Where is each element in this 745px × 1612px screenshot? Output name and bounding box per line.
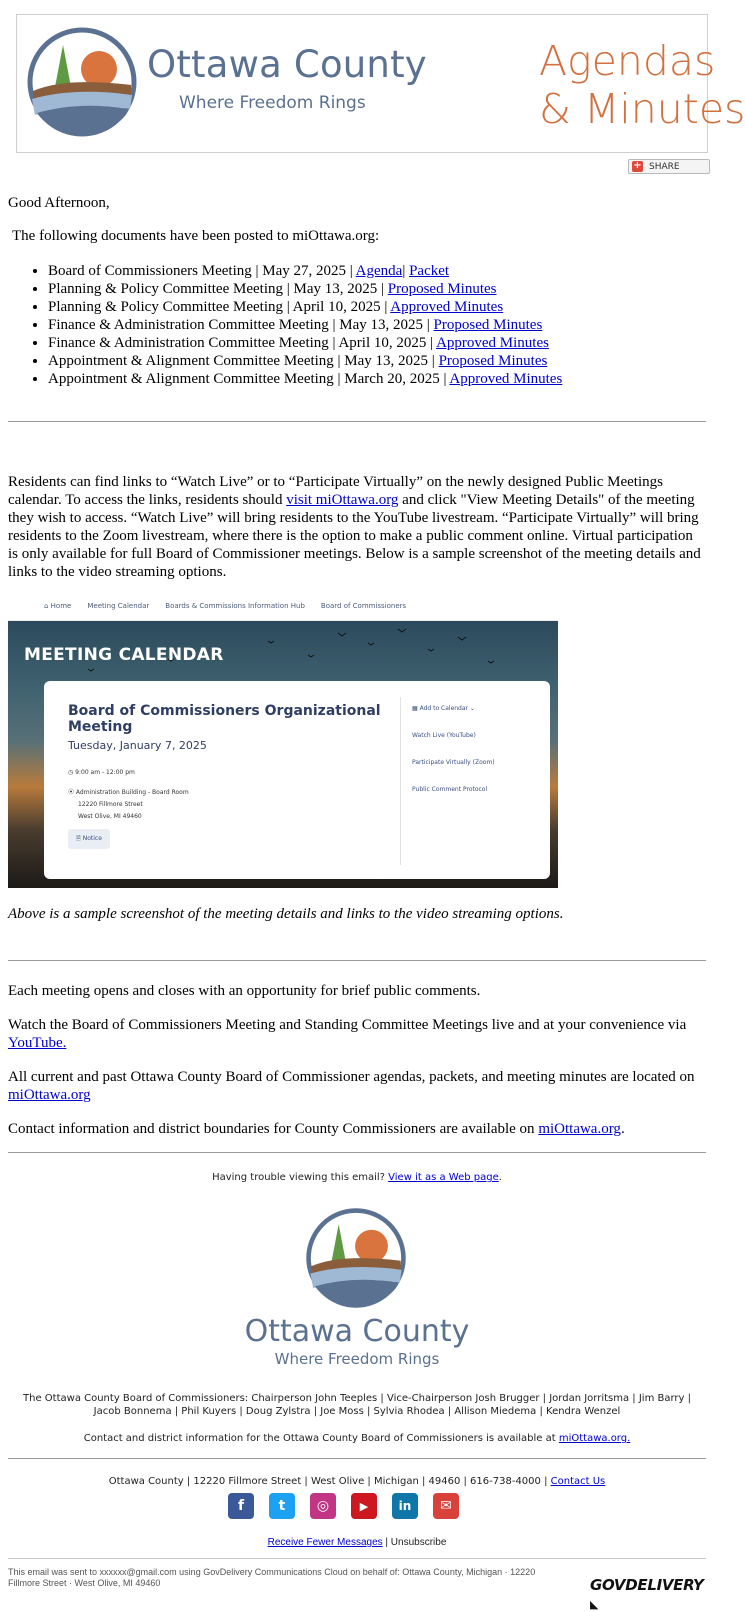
- youtube-icon[interactable]: ▶: [351, 1493, 377, 1519]
- instagram-icon[interactable]: ◎: [310, 1493, 336, 1519]
- watch-paragraph: [8, 1016, 706, 1052]
- web-page-link[interactable]: View it as a Web page: [388, 1172, 499, 1183]
- govdelivery-text: GOVDELIVERY: [590, 1576, 704, 1594]
- archive-text: All current and past Ottawa County Board of Commissioner agendas, packets, and meeting minutes are located on: [8, 1069, 695, 1085]
- unsubscribe-link[interactable]: Unsubscribe: [390, 1537, 447, 1548]
- sample-card-divider: [400, 697, 401, 865]
- intro-text: The following documents have been posted to miOttawa.org:: [12, 228, 380, 244]
- footer-brand-tagline: Where Freedom Rings: [274, 1350, 440, 1368]
- miottawa-contact-link[interactable]: miOttawa.org: [538, 1121, 621, 1137]
- minutes-link[interactable]: Approved Minutes: [390, 299, 504, 315]
- list-item: [48, 334, 562, 352]
- fine-print: This email was sent to xxxxxx@gmail.com using GovDelivery Communications Cloud on behalf of: Ottawa County, Michigan · 12220 Fillmore Street · West Olive, MI 49460: [8, 1567, 536, 1588]
- list-item: [48, 316, 562, 334]
- greeting: Good Afternoon,: [8, 195, 110, 211]
- linkedin-icon[interactable]: in: [392, 1493, 418, 1519]
- footer-logo-icon: [304, 1206, 408, 1310]
- county-logo-icon: [25, 25, 139, 139]
- footer-brand-name: Ottawa County: [244, 1314, 470, 1349]
- sample-notice-button: 🗎 Notice: [68, 829, 110, 849]
- item-separator: |: [402, 263, 410, 279]
- sample-screenshot: [8, 591, 558, 888]
- brand-tagline: Where Freedom Rings: [179, 93, 366, 113]
- divider: [8, 960, 706, 961]
- sample-card-links: [412, 705, 495, 813]
- sample-watch-live: Watch Live (YouTube): [412, 732, 476, 739]
- sample-nav-home: ⌂ Home: [44, 601, 72, 610]
- archive-paragraph: [8, 1068, 706, 1104]
- divider: [8, 1558, 706, 1559]
- email-icon[interactable]: ✉: [433, 1493, 459, 1519]
- receive-fewer-link[interactable]: Receive Fewer Messages: [267, 1537, 383, 1548]
- public-comments-text: Each meeting opens and closes with an opportunity for brief public comments.: [8, 983, 481, 999]
- image-caption: Above is a sample screenshot of the meeting details and links to the video streaming options.: [8, 906, 564, 922]
- contact-us-link[interactable]: Contact Us: [550, 1476, 606, 1487]
- divider: [8, 421, 706, 422]
- item-text: Appointment & Alignment Committee Meeting | March 20, 2025 |: [48, 371, 450, 387]
- sample-card-time: ◷ 9:00 am - 12:00 pm: [68, 769, 135, 776]
- list-item: [48, 352, 562, 370]
- watch-text: Watch the Board of Commissioners Meeting and Standing Committee Meetings live and at your convenience via: [8, 1017, 687, 1033]
- twitter-icon[interactable]: t: [269, 1493, 295, 1519]
- document-list: [8, 262, 562, 388]
- district-miottawa-link[interactable]: miOttawa.org.: [558, 1433, 631, 1444]
- divider: [8, 1458, 706, 1459]
- facebook-icon[interactable]: f: [228, 1493, 254, 1519]
- residents-paragraph: [8, 473, 706, 581]
- minutes-link[interactable]: Approved Minutes: [436, 335, 549, 351]
- agenda-link[interactable]: Agenda: [355, 263, 403, 279]
- minutes-link[interactable]: Proposed Minutes: [438, 353, 548, 369]
- contact-paragraph: [8, 1120, 706, 1138]
- list-item: [48, 262, 562, 280]
- subscription-links: [8, 1536, 706, 1549]
- list-item: [48, 280, 562, 298]
- header-banner: [16, 14, 745, 153]
- social-links: [228, 1493, 459, 1519]
- sample-nav: [8, 591, 558, 621]
- item-text: Planning & Policy Committee Meeting | May 13, 2025 |: [48, 281, 388, 297]
- youtube-link[interactable]: YouTube.: [8, 1035, 67, 1051]
- sample-card-date: Tuesday, January 7, 2025: [68, 739, 207, 752]
- brand-name: Ottawa County: [147, 43, 427, 86]
- address-text: Ottawa County | 12220 Fillmore Street | West Olive | Michigan | 49460 | 616-738-4000 |: [108, 1476, 551, 1487]
- sample-card-title: Board of Commissioners Organizational Meeting: [68, 703, 381, 735]
- address-line: [8, 1475, 706, 1488]
- govdelivery-logo: [590, 1576, 714, 1612]
- packet-link[interactable]: Packet: [409, 263, 450, 279]
- list-item: [48, 298, 562, 316]
- sample-nav-calendar: Meeting Calendar: [87, 601, 150, 610]
- divider: [8, 1152, 706, 1153]
- trouble-period: .: [498, 1172, 502, 1183]
- plus-icon: +: [633, 160, 642, 171]
- residents-text: Residents can find links to “Watch Live” or to “Participate Virtually” on the newly designed Public Meetings calendar. To access the links, residents should: [8, 474, 663, 508]
- minutes-link[interactable]: Approved Minutes: [449, 371, 563, 387]
- residents-text-end: and click "View Meeting Details" of the meeting they wish to access. “Watch Live” will bring residents to the YouTube livestream. “Participate Virtually” will bring residents to the Zoom livestream, where there is the option to make a public comment online. Virtual participation is only available for full Board of Commissioner meetings. Below is a sample screenshot of the meeting details and links to the video streaming options.: [8, 492, 701, 580]
- sample-participate: Participate Virtually (Zoom): [412, 759, 495, 766]
- banner-title-line2: & Minutes: [539, 85, 745, 133]
- contact-period: .: [620, 1121, 625, 1137]
- trouble-viewing: [8, 1171, 706, 1184]
- item-text: Appointment & Alignment Committee Meeting | May 13, 2025 |: [48, 353, 439, 369]
- megaphone-icon: ◣: [590, 1598, 599, 1611]
- item-text: Finance & Administration Committee Meeting | April 10, 2025 |: [48, 335, 437, 351]
- item-text: Planning & Policy Committee Meeting | April 10, 2025 |: [48, 299, 391, 315]
- item-text: Finance & Administration Committee Meeting | May 13, 2025 |: [48, 317, 434, 333]
- share-label: SHARE: [649, 161, 680, 172]
- sample-hero-title: MEETING CALENDAR: [24, 645, 224, 665]
- commissioners-list: The Ottawa County Board of Commissioners: Chairperson John Teeples | Vice-Chairperson Josh Brugger | Jordan Jorritsma | Jim Barry | Jacob Bonnema | Phil Kuyers | Doug Zylstra | Joe Moss | Sylvia Rhodea | Allison Miedema | Kendra Wenzel: [23, 1393, 691, 1417]
- sample-nav-hub: Boards & Commissions Information Hub: [165, 601, 305, 610]
- contact-text: Contact information and district boundaries for County Commissioners are available on: [8, 1121, 539, 1137]
- sample-card-location: ⦿ Administration Building - Board Room 12220 Fillmore Street West Olive, MI 49460: [68, 789, 189, 820]
- miottawa-link[interactable]: miOttawa.org: [8, 1087, 91, 1103]
- sample-add-to-calendar: ▦ Add to Calendar ⌄: [412, 705, 475, 712]
- banner-title-line1: Agendas: [539, 37, 716, 85]
- trouble-text: Having trouble viewing this email?: [212, 1172, 389, 1183]
- item-text: Board of Commissioners Meeting | May 27, 2025 |: [48, 263, 356, 279]
- minutes-link[interactable]: Proposed Minutes: [433, 317, 543, 333]
- manage-separator: |: [382, 1537, 391, 1548]
- visit-miottawa-link[interactable]: visit miOttawa.org: [286, 492, 399, 508]
- list-item: [48, 370, 562, 388]
- sample-protocol: Public Comment Protocol: [412, 786, 488, 793]
- district-info: [8, 1432, 706, 1445]
- share-button[interactable]: [628, 159, 710, 174]
- minutes-link[interactable]: Proposed Minutes: [387, 281, 497, 297]
- banner-title: [539, 37, 745, 133]
- sample-nav-board: Board of Commissioners: [320, 601, 407, 610]
- sample-card: [44, 681, 550, 879]
- district-text: Contact and district information for the Ottawa County Board of Commissioners is available at: [83, 1433, 559, 1444]
